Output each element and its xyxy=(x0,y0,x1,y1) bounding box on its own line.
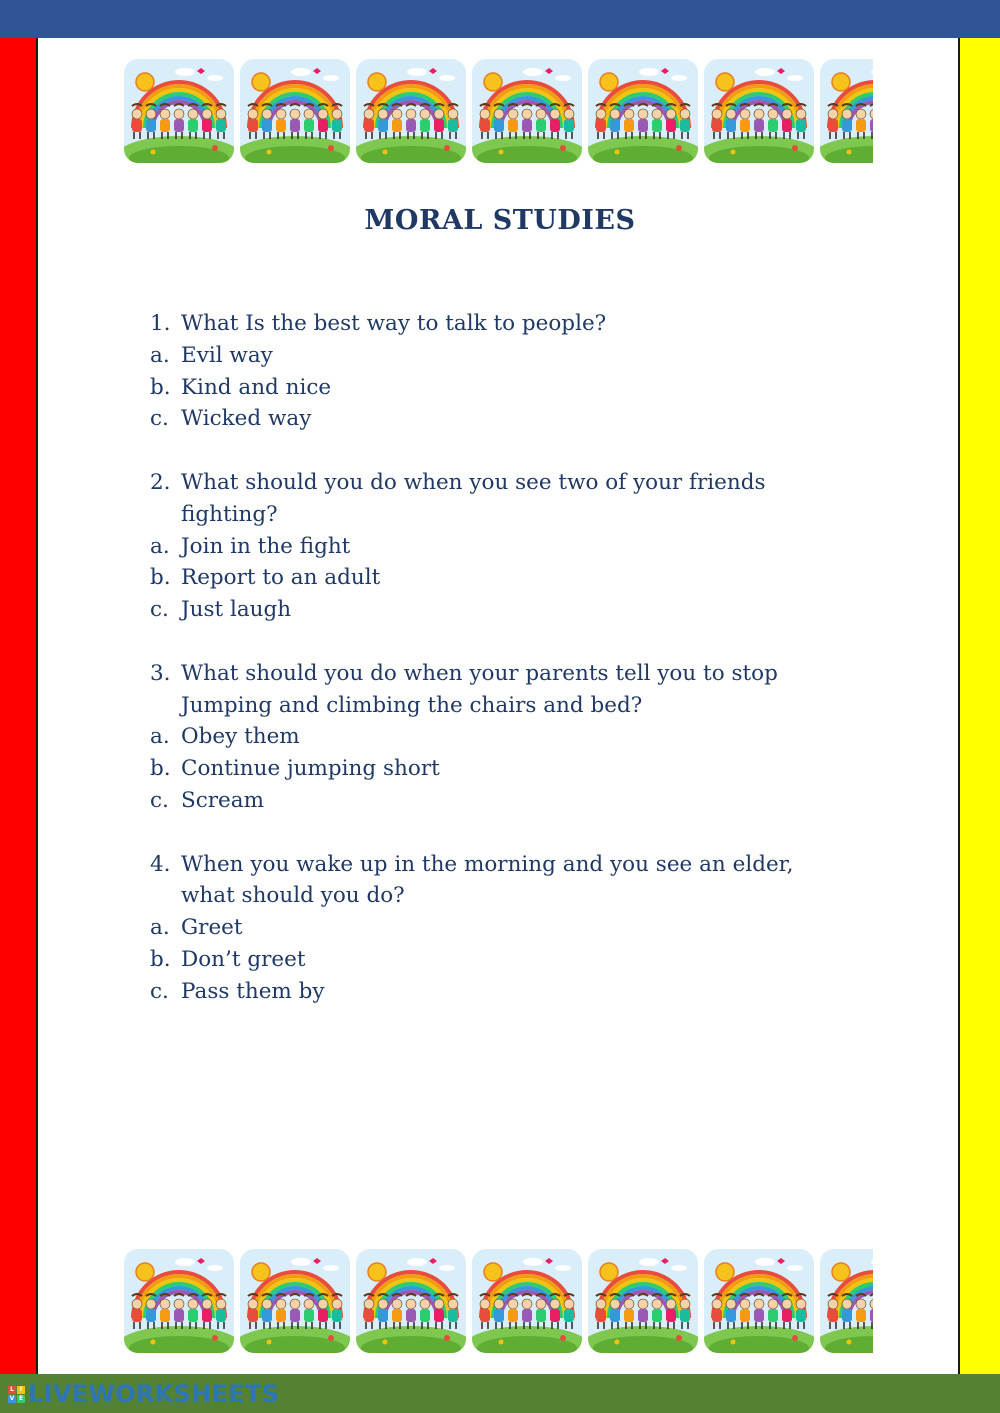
question-text-continued: what should you do? xyxy=(181,883,405,909)
kids-rainbow-illustration xyxy=(355,58,467,164)
question-text: 4. When you wake up in the morning and you see an elder, xyxy=(150,849,870,881)
kids-rainbow-illustration xyxy=(471,58,583,164)
question-number: 2. xyxy=(150,469,171,495)
option-letter: b. xyxy=(150,756,171,782)
option-letter: b. xyxy=(150,374,171,400)
bottom-banner xyxy=(123,1248,873,1354)
question-text: 3. What should you do when your parents tell you to stop xyxy=(150,658,870,690)
left-border-bar xyxy=(0,38,38,1374)
top-banner xyxy=(123,58,873,164)
option-letter: a. xyxy=(150,915,170,941)
option-text: Kind and nice xyxy=(181,374,332,400)
option-text: Pass them by xyxy=(181,978,325,1004)
question-number: 3. xyxy=(150,660,171,686)
kids-rainbow-illustration xyxy=(819,58,873,164)
question-text: 2. What should you do when you see two of your friends xyxy=(150,467,870,499)
option-letter: a. xyxy=(150,533,170,559)
liveworksheets-logo[interactable] xyxy=(8,1380,279,1408)
option-text: Obey them xyxy=(181,724,300,750)
kids-rainbow-illustration xyxy=(703,1248,815,1354)
kids-rainbow-illustration xyxy=(239,1248,351,1354)
page-title: MORAL STUDIES xyxy=(364,205,636,236)
question-2 xyxy=(150,467,870,626)
kids-rainbow-illustration xyxy=(471,1248,583,1354)
option-2c[interactable] xyxy=(150,594,870,626)
option-text: Wicked way xyxy=(181,406,312,432)
option-2b[interactable] xyxy=(150,562,870,594)
option-text: Evil way xyxy=(181,342,273,368)
option-3c[interactable] xyxy=(150,785,870,817)
question-text-continued: Jumping and climbing the chairs and bed? xyxy=(181,692,643,718)
option-3a[interactable] xyxy=(150,721,870,753)
question-number: 1. xyxy=(150,311,171,336)
option-3b[interactable] xyxy=(150,753,870,785)
quiz-list xyxy=(150,308,870,1039)
option-letter: a. xyxy=(150,342,170,368)
question-text-continued: fighting? xyxy=(181,501,278,527)
option-4b[interactable] xyxy=(150,944,870,976)
question-3 xyxy=(150,658,870,817)
kids-rainbow-illustration xyxy=(819,1248,873,1354)
option-text: Scream xyxy=(181,787,264,813)
option-4c[interactable] xyxy=(150,976,870,1008)
option-text: Just laugh xyxy=(181,597,292,623)
question-number: 4. xyxy=(150,851,171,877)
logo-badge-icon: L I V E xyxy=(9,1385,24,1402)
logo-text: LIVEWORKSHEETS xyxy=(28,1380,280,1408)
option-1b[interactable] xyxy=(150,372,870,404)
right-border-bar xyxy=(958,38,1000,1374)
option-letter: b. xyxy=(150,565,171,591)
kids-rainbow-illustration xyxy=(123,58,235,164)
question-4 xyxy=(150,849,870,1008)
option-text: Report to an adult xyxy=(181,565,381,591)
option-letter: c. xyxy=(150,787,169,813)
option-text: Continue jumping short xyxy=(181,756,440,782)
option-letter: c. xyxy=(150,978,169,1004)
option-letter: c. xyxy=(150,597,169,623)
kids-rainbow-illustration xyxy=(239,58,351,164)
option-4a[interactable] xyxy=(150,912,870,944)
question-1 xyxy=(150,308,870,435)
option-1c[interactable] xyxy=(150,403,870,435)
question-text: 1. What Is the best way to talk to people? xyxy=(150,308,870,340)
option-text: Join in the fight xyxy=(181,533,351,559)
option-letter: b. xyxy=(150,946,171,972)
option-2a[interactable] xyxy=(150,531,870,563)
option-text: Don’t greet xyxy=(181,946,306,972)
option-1a[interactable] xyxy=(150,340,870,372)
kids-rainbow-illustration xyxy=(355,1248,467,1354)
kids-rainbow-illustration xyxy=(123,1248,235,1354)
kids-rainbow-illustration xyxy=(703,58,815,164)
kids-rainbow-illustration xyxy=(587,1248,699,1354)
option-text: Greet xyxy=(181,915,243,941)
top-bar xyxy=(0,0,1000,38)
kids-rainbow-illustration xyxy=(587,58,699,164)
option-letter: a. xyxy=(150,724,170,750)
option-letter: c. xyxy=(150,406,169,432)
